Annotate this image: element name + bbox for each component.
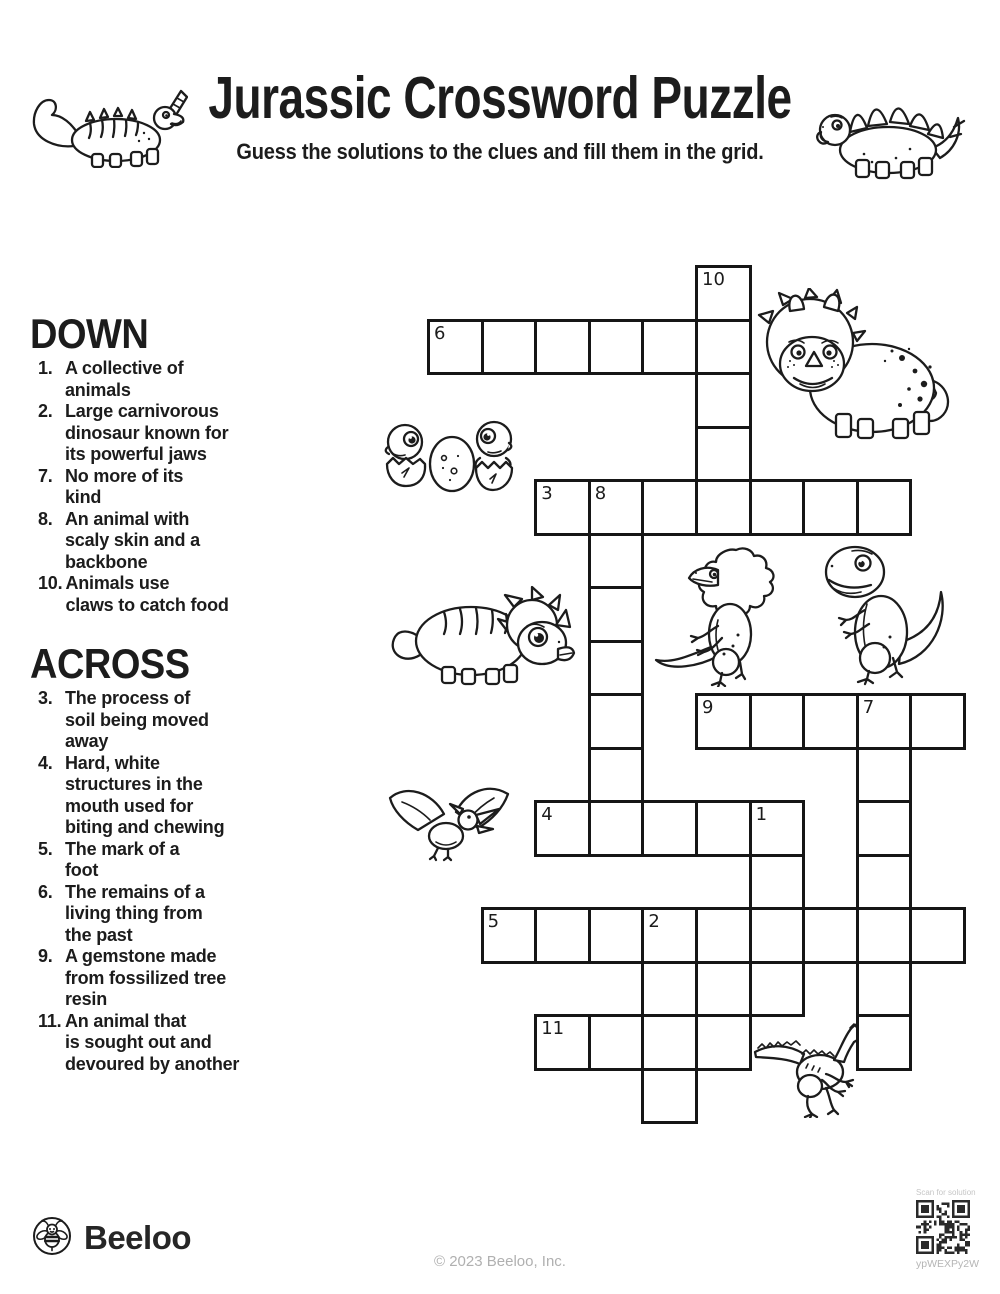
grid-cell bbox=[802, 693, 859, 750]
clue-number: 2. bbox=[38, 401, 53, 421]
clue-number: 1. bbox=[38, 358, 53, 378]
cell-number: 10 bbox=[702, 269, 725, 290]
clue-number: 5. bbox=[38, 838, 53, 859]
cell-number: 11 bbox=[541, 1018, 565, 1039]
grid-cell bbox=[856, 747, 913, 804]
clue-number: 9. bbox=[38, 946, 53, 966]
clue-text: Large carnivorous dinosaur known for its powerful jaws bbox=[65, 401, 229, 464]
grid-cell bbox=[856, 479, 913, 536]
cell-number: 3 bbox=[541, 483, 553, 504]
triceratops-icon bbox=[752, 288, 952, 446]
grid-cell bbox=[588, 533, 645, 590]
grid-cell bbox=[588, 479, 645, 536]
grid-cell bbox=[695, 319, 752, 376]
cell-number: 2 bbox=[648, 911, 660, 932]
grid-cell bbox=[427, 319, 484, 376]
page-title: Jurassic Crossword Puzzle bbox=[208, 63, 792, 131]
grid-cell bbox=[695, 800, 752, 857]
grid-cell bbox=[909, 907, 966, 964]
grid-cell bbox=[588, 800, 645, 857]
cell-number: 6 bbox=[434, 322, 446, 344]
clue-text: An animal with scaly skin and a backbone bbox=[65, 508, 200, 572]
grid-cell bbox=[856, 961, 913, 1018]
grid-cell bbox=[749, 907, 806, 964]
grid-cell bbox=[588, 640, 645, 697]
clue-text: Hard, white structures in the mouth used for biting and chewing bbox=[65, 752, 225, 837]
grid-cell bbox=[588, 693, 645, 750]
clue-item bbox=[38, 882, 280, 947]
clue-text: Animals use claws to catch food bbox=[65, 573, 229, 615]
qr-caption: Scan for solution bbox=[916, 1188, 976, 1197]
grid-cell bbox=[695, 265, 752, 322]
clue-item bbox=[38, 573, 280, 616]
grid-cell bbox=[695, 907, 752, 964]
qr-code bbox=[916, 1200, 970, 1254]
clue-text: No more of its kind bbox=[65, 465, 184, 507]
grid-cell bbox=[802, 907, 859, 964]
cell-number: 8 bbox=[594, 483, 607, 504]
clue-number: 7. bbox=[38, 465, 53, 486]
clue-text: The mark of a foot bbox=[65, 838, 180, 880]
brand-name: Beeloo bbox=[84, 1219, 192, 1256]
grid-cell bbox=[749, 693, 806, 750]
across-heading: ACROSS bbox=[30, 641, 190, 688]
hatching-eggs-icon bbox=[380, 410, 520, 495]
down-heading: DOWN bbox=[30, 311, 149, 358]
clue-item bbox=[38, 688, 280, 753]
clue-text: A gemstone made from fossilized tree resin bbox=[65, 946, 227, 1009]
grid-cell bbox=[856, 693, 913, 750]
grid-cell bbox=[534, 319, 591, 376]
clue-item bbox=[38, 358, 280, 401]
clue-item bbox=[38, 401, 280, 466]
grid-cell bbox=[695, 372, 752, 429]
clue-item bbox=[38, 839, 280, 882]
stegosaurus-icon bbox=[806, 86, 966, 181]
clue-text: The process of soil being moved away bbox=[65, 688, 209, 751]
grid-cell bbox=[802, 479, 859, 536]
clue-text: The remains of a living thing from the past bbox=[65, 881, 205, 945]
grid-cell bbox=[641, 479, 698, 536]
grid-cell bbox=[641, 961, 698, 1018]
beeloo-logo-icon bbox=[32, 1216, 72, 1256]
grid-cell bbox=[695, 426, 752, 483]
clue-text: A collective of animals bbox=[65, 358, 184, 400]
clue-number: 8. bbox=[38, 508, 53, 529]
qr-code-text: ypWEXPy2W bbox=[916, 1258, 980, 1270]
grid-cell bbox=[588, 907, 645, 964]
grid-cell bbox=[695, 479, 752, 536]
clue-number: 6. bbox=[38, 881, 53, 902]
grid-cell bbox=[856, 854, 913, 911]
grid-cell bbox=[588, 319, 645, 376]
grid-cell bbox=[641, 1068, 698, 1125]
grid-cell bbox=[641, 319, 698, 376]
clue-item bbox=[38, 753, 280, 839]
cell-number: 7 bbox=[862, 697, 875, 718]
grid-cell bbox=[856, 907, 913, 964]
grid-cell bbox=[749, 961, 806, 1018]
clue-number: 11. bbox=[38, 1010, 62, 1031]
grid-cell bbox=[481, 319, 538, 376]
grid-cell bbox=[534, 1014, 591, 1071]
tyrannosaurus-icon bbox=[805, 538, 947, 686]
grid-cell bbox=[534, 800, 591, 857]
across-clues-section bbox=[30, 641, 280, 1075]
cell-number: 1 bbox=[755, 804, 768, 825]
grid-cell bbox=[909, 693, 966, 750]
grid-cell bbox=[749, 854, 806, 911]
dilophosaurus-icon bbox=[648, 542, 788, 687]
copyright-text: © 2023 Beeloo, Inc. bbox=[434, 1253, 566, 1270]
clue-item bbox=[38, 1011, 280, 1076]
parasaurolophus-icon bbox=[28, 88, 188, 168]
grid-cell bbox=[641, 907, 698, 964]
page-subtitle: Guess the solutions to the clues and fill them in the grid. bbox=[236, 140, 764, 165]
clue-item bbox=[38, 466, 280, 509]
styracosaurus-icon bbox=[386, 585, 578, 687]
grid-cell bbox=[695, 693, 752, 750]
clue-text: An animal that is sought out and devoured by another bbox=[65, 1010, 240, 1074]
clue-number: 10. bbox=[38, 573, 63, 593]
clue-item bbox=[38, 509, 280, 574]
clue-number: 4. bbox=[38, 752, 53, 773]
grid-cell bbox=[641, 800, 698, 857]
grid-cell bbox=[588, 747, 645, 804]
down-clues-section bbox=[30, 311, 280, 616]
grid-cell bbox=[534, 479, 591, 536]
across-clues-list bbox=[30, 688, 280, 1075]
pterodactyl-icon bbox=[382, 782, 514, 862]
grid-cell bbox=[749, 800, 806, 857]
cell-number: 4 bbox=[541, 804, 553, 825]
grid-cell bbox=[588, 1014, 645, 1071]
cell-number: 9 bbox=[702, 697, 714, 718]
grid-cell bbox=[481, 907, 538, 964]
grid-cell bbox=[695, 1014, 752, 1071]
grid-cell bbox=[534, 907, 591, 964]
cell-number: 5 bbox=[487, 911, 500, 932]
clue-item bbox=[38, 946, 280, 1011]
grid-cell bbox=[588, 586, 645, 643]
grid-cell bbox=[641, 1014, 698, 1071]
grid-cell bbox=[856, 800, 913, 857]
down-clues-list bbox=[30, 358, 280, 616]
grid-cell bbox=[856, 1014, 913, 1071]
grid-cell bbox=[749, 479, 806, 536]
clue-number: 3. bbox=[38, 688, 53, 708]
